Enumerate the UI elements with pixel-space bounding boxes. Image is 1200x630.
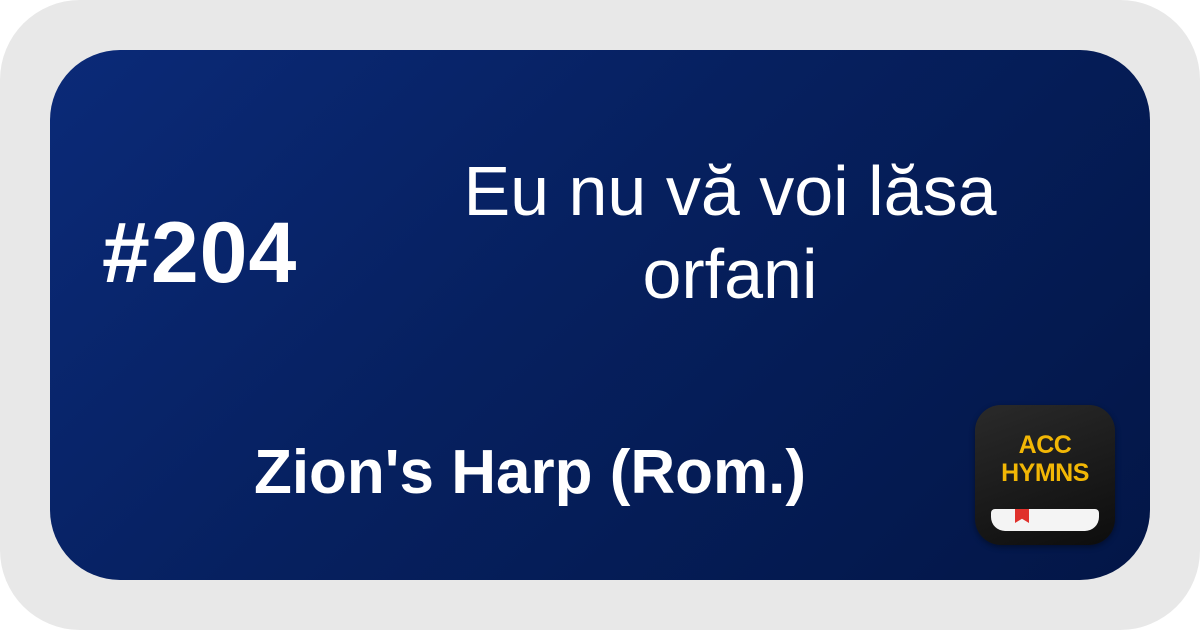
hymn-title	[370, 150, 1090, 315]
hymn-title-line-2: orfani	[642, 234, 818, 313]
logo-text-line-1: ACC	[1018, 431, 1072, 459]
hymn-card	[50, 50, 1150, 580]
bookmark-icon	[1015, 509, 1029, 523]
logo-text	[975, 431, 1115, 487]
hymn-number: #204	[102, 205, 298, 301]
book-page-icon	[991, 509, 1099, 531]
acc-hymns-logo-icon	[975, 405, 1115, 545]
logo-text-line-2: HYMNS	[1001, 459, 1089, 487]
hymnal-name: Zion's Harp (Rom.)	[253, 438, 807, 507]
hymn-title-line-1: Eu nu vă voi lăsa	[463, 152, 997, 230]
